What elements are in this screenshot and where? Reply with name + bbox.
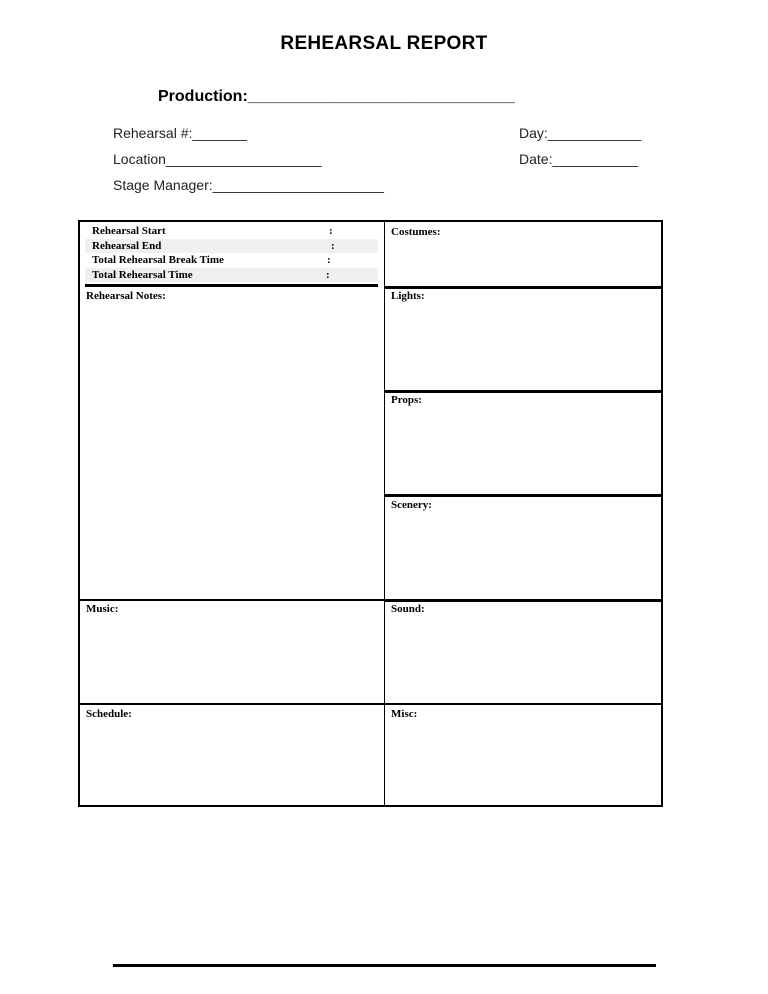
production-field[interactable]: Production:______________________________ <box>158 88 515 105</box>
footer-rule <box>113 964 656 967</box>
divider <box>385 390 661 393</box>
time-label: Rehearsal Start <box>92 225 166 237</box>
times-divider <box>85 284 378 287</box>
misc-label: Misc: <box>391 708 418 720</box>
music-label: Music: <box>86 603 119 615</box>
divider <box>80 599 384 601</box>
time-colon: : <box>329 225 333 237</box>
divider <box>385 286 661 289</box>
time-colon: : <box>327 254 331 266</box>
column-divider <box>384 222 385 805</box>
time-label: Total Rehearsal Time <box>92 268 193 281</box>
time-row-total[interactable] <box>85 268 378 283</box>
stage-manager-field[interactable]: Stage Manager:______________________ <box>113 177 384 193</box>
time-colon: : <box>326 268 330 281</box>
date-field[interactable]: Date:___________ <box>519 151 639 167</box>
rehearsal-times-table <box>85 224 378 282</box>
divider <box>385 494 661 497</box>
schedule-label: Schedule: <box>86 708 132 720</box>
time-row-start[interactable] <box>85 224 378 239</box>
time-colon: : <box>331 239 335 252</box>
scenery-label: Scenery: <box>391 499 432 511</box>
time-label: Total Rehearsal Break Time <box>92 254 224 266</box>
report-grid <box>78 220 663 807</box>
divider <box>80 703 384 705</box>
lights-label: Lights: <box>391 290 425 302</box>
divider <box>385 703 661 705</box>
costumes-label: Costumes: <box>391 226 441 238</box>
location-field[interactable]: Location____________________ <box>113 151 322 167</box>
day-field[interactable]: Day:____________ <box>519 125 642 141</box>
time-label: Rehearsal End <box>92 239 162 252</box>
props-label: Props: <box>391 394 422 406</box>
rehearsal-number-field[interactable]: Rehearsal #:_______ <box>113 125 247 141</box>
rehearsal-notes-label: Rehearsal Notes: <box>86 290 166 302</box>
report-title: REHEARSAL REPORT <box>280 33 488 54</box>
time-row-break[interactable] <box>85 253 378 268</box>
divider <box>385 599 661 602</box>
time-row-end[interactable] <box>85 239 378 254</box>
sound-label: Sound: <box>391 603 425 615</box>
